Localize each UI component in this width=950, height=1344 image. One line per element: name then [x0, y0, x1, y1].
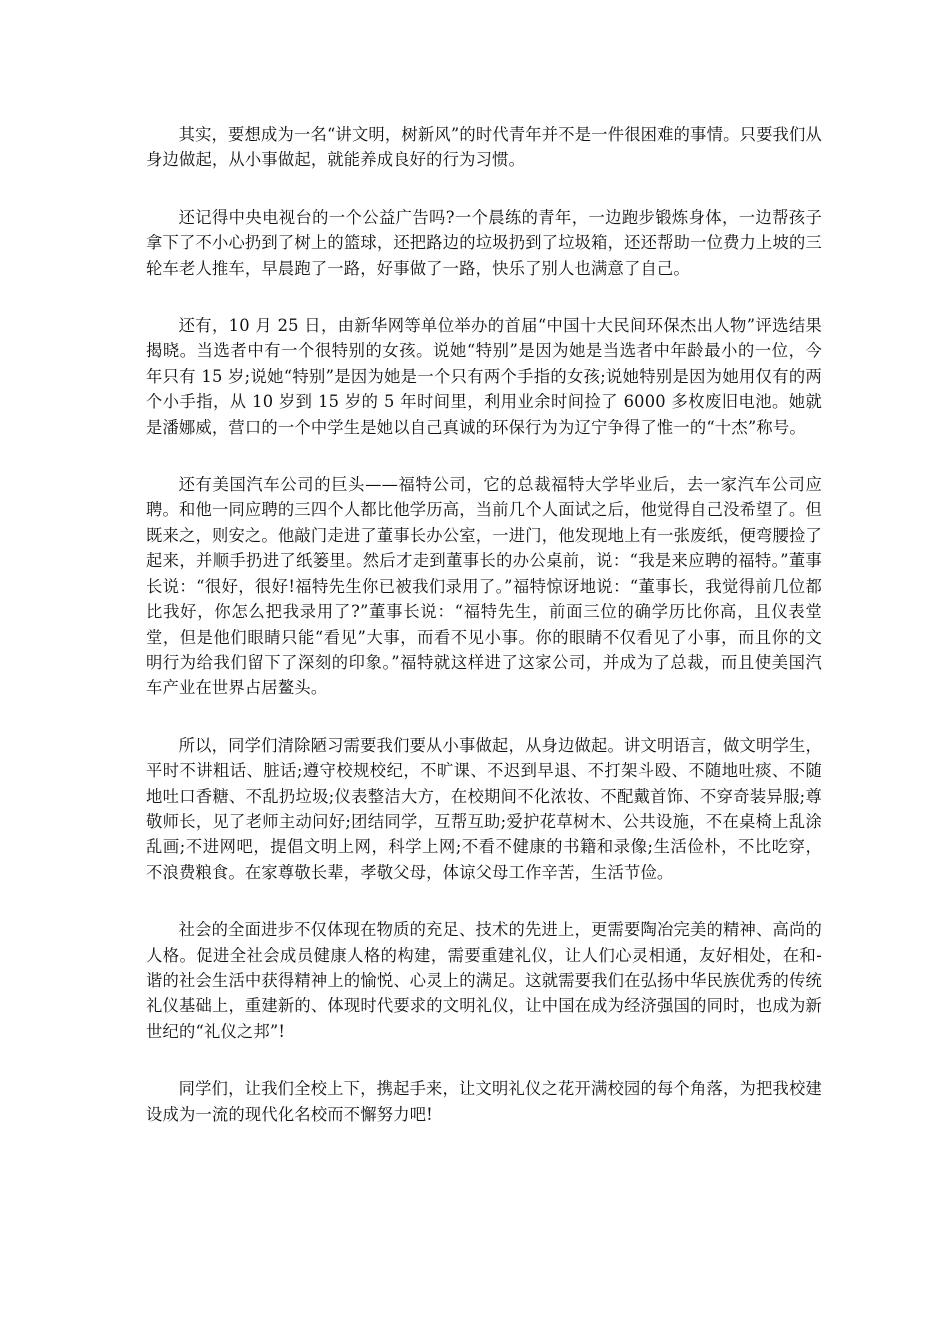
paragraph-3: 还有，10 月 25 日，由新华网等单位举办的首届“中国十大民间环保杰出人物”评选结果揭晓。当选者中有一个很特别的女孩。说她“特别”是因为她是当选者中年龄最小的一位，今年只有 15 岁;说她“特别”是因为她是一个只有两个手指的女孩;说她特别是因为她用仅有的两个小手指，从 10 岁到 15 岁的 5 年时间里，利用业余时间捡了 6000 多枚废旧电池。她就是潘娜威，营口的一个中学生是她以自己真诚的环保行为为辽宁争得了惟一的“十杰”称号。	[146, 316, 822, 437]
document-body	[146, 122, 822, 1159]
paragraph-2: 还记得中央电视台的一个公益广告吗?一个晨练的青年，一边跑步锻炼身体，一边帮孩子拿下了不小心扔到了树上的篮球，还把路边的垃圾扔到了垃圾箱，还还帮助一位费力上坡的三轮车老人推车，早晨跑了一路，好事做了一路，快乐了别人也满意了自己。	[146, 207, 822, 278]
paragraph-1: 其实，要想成为一名“讲文明，树新风”的时代青年并不是一件很困难的事情。只要我们从身边做起，从小事做起，就能养成良好的行为习惯。	[146, 125, 822, 170]
paragraph-7: 同学们，让我们全校上下，携起手来，让文明礼仪之花开满校园的每个角落，为把我校建设成为一流的现代化名校而不懈努力吧!	[146, 1079, 822, 1124]
paragraph-4: 还有美国汽车公司的巨头——福特公司，它的总裁福特大学毕业后，去一家汽车公司应聘。和他一同应聘的三四个人都比他学历高，当前几个人面试之后，他觉得自己没希望了。但既来之，则安之。他敲门走进了董事长办公室，一进门，他发现地上有一张废纸，便弯腰捡了起来，并顺手扔进了纸篓里。然后才走到董事长的办公桌前，说：“我是来应聘的福特。”董事长说：“很好，很好!福特先生你已被我们录用了。”福特惊讶地说：“董事长，我觉得前几位都比我好，你怎么把我录用了?”董事长说：“福特先生，前面三位的确学历比你高，且仪表堂堂，但是他们眼睛只能“看见”大事，而看不见小事。你的眼睛不仅看见了小事，而且你的文明行为给我们留下了深刻的印象。”福特就这样进了这家公司，并成为了总裁，而且使美国汽车产业在世界占居鳌头。	[146, 475, 822, 698]
paragraph-6: 社会的全面进步不仅体现在物质的充足、技术的先进上，更需要陶冶完美的精神、高尚的人格。促进全社会成员健康人格的构建，需要重建礼仪，让人们心灵相通，友好相处，在和-谐的社会生活中获得精神上的愉悦、心灵上的满足。这就需要我们在弘扬中华民族优秀的传统礼仪基础上，重建新的、体现时代要求的文明礼仪，让中国在成为经济强国的同时，也成为新世纪的“礼仪之邦”!	[146, 920, 822, 1041]
paragraph-5: 所以，同学们清除陋习需要我们要从小事做起，从身边做起。讲文明语言，做文明学生，平时不讲粗话、脏话;遵守校规校纪，不旷课、不迟到早退、不打架斗殴、不随地吐痰、不随地吐口香糖、不乱扔垃圾;仪表整洁大方，在校期间不化浓妆、不配戴首饰、不穿奇装异服;尊敬师长，见了老师主动问好;团结同学，互帮互助;爱护花草树木、公共设施，不在桌椅上乱涂乱画;不进网吧，提倡文明上网，科学上网;不看不健康的书籍和录像;生活俭朴，不比吃穿，不浪费粮食。在家尊敬长辈，孝敬父母，体谅父母工作辛苦，生活节俭。	[146, 735, 822, 882]
